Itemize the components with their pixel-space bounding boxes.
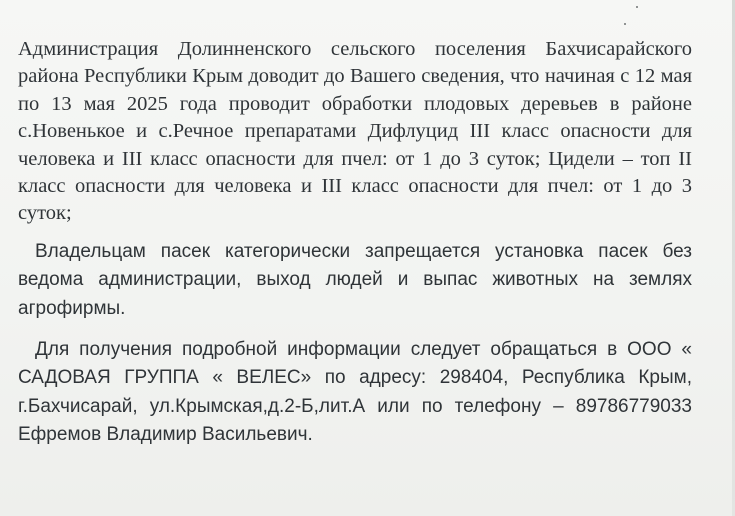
scan-speck	[636, 6, 638, 8]
contact-info-paragraph: Для получения подробной информации следует обращаться в ООО « САДОВАЯ ГРУППА « ВЕЛЕС» по адресу: 298404, Республика Крым, г.Бахчисарай, ул.Крымская,д.2-Б,лит.А или по телефону – 89786779033 Ефремов Владимир Васильевич.	[18, 338, 692, 446]
scan-speck	[624, 23, 626, 25]
notice-paragraph: Администрация Долинненского сельского поселения Бахчисарайского района Республики Крым доводит до Вашего сведения, что начиная с 12 мая по 13 мая 2025 года проводит обработки плодовых деревьев в районе с.Новенькое и с.Речное препаратами Дифлуцид III класс опасности для человека и III класс опасности для пчел: от 1 до 3 суток; Цидели – топ II класс опасности для человека и III класс опасности для пчел: от 1 до 3 суток;	[18, 38, 692, 225]
beekeepers-warning-paragraph: Владельцам пасек категорически запрещается установка пасек без ведома администрации, выход людей и выпас животных на землях агрофирмы.	[18, 240, 692, 320]
announcement-text	[18, 36, 692, 450]
